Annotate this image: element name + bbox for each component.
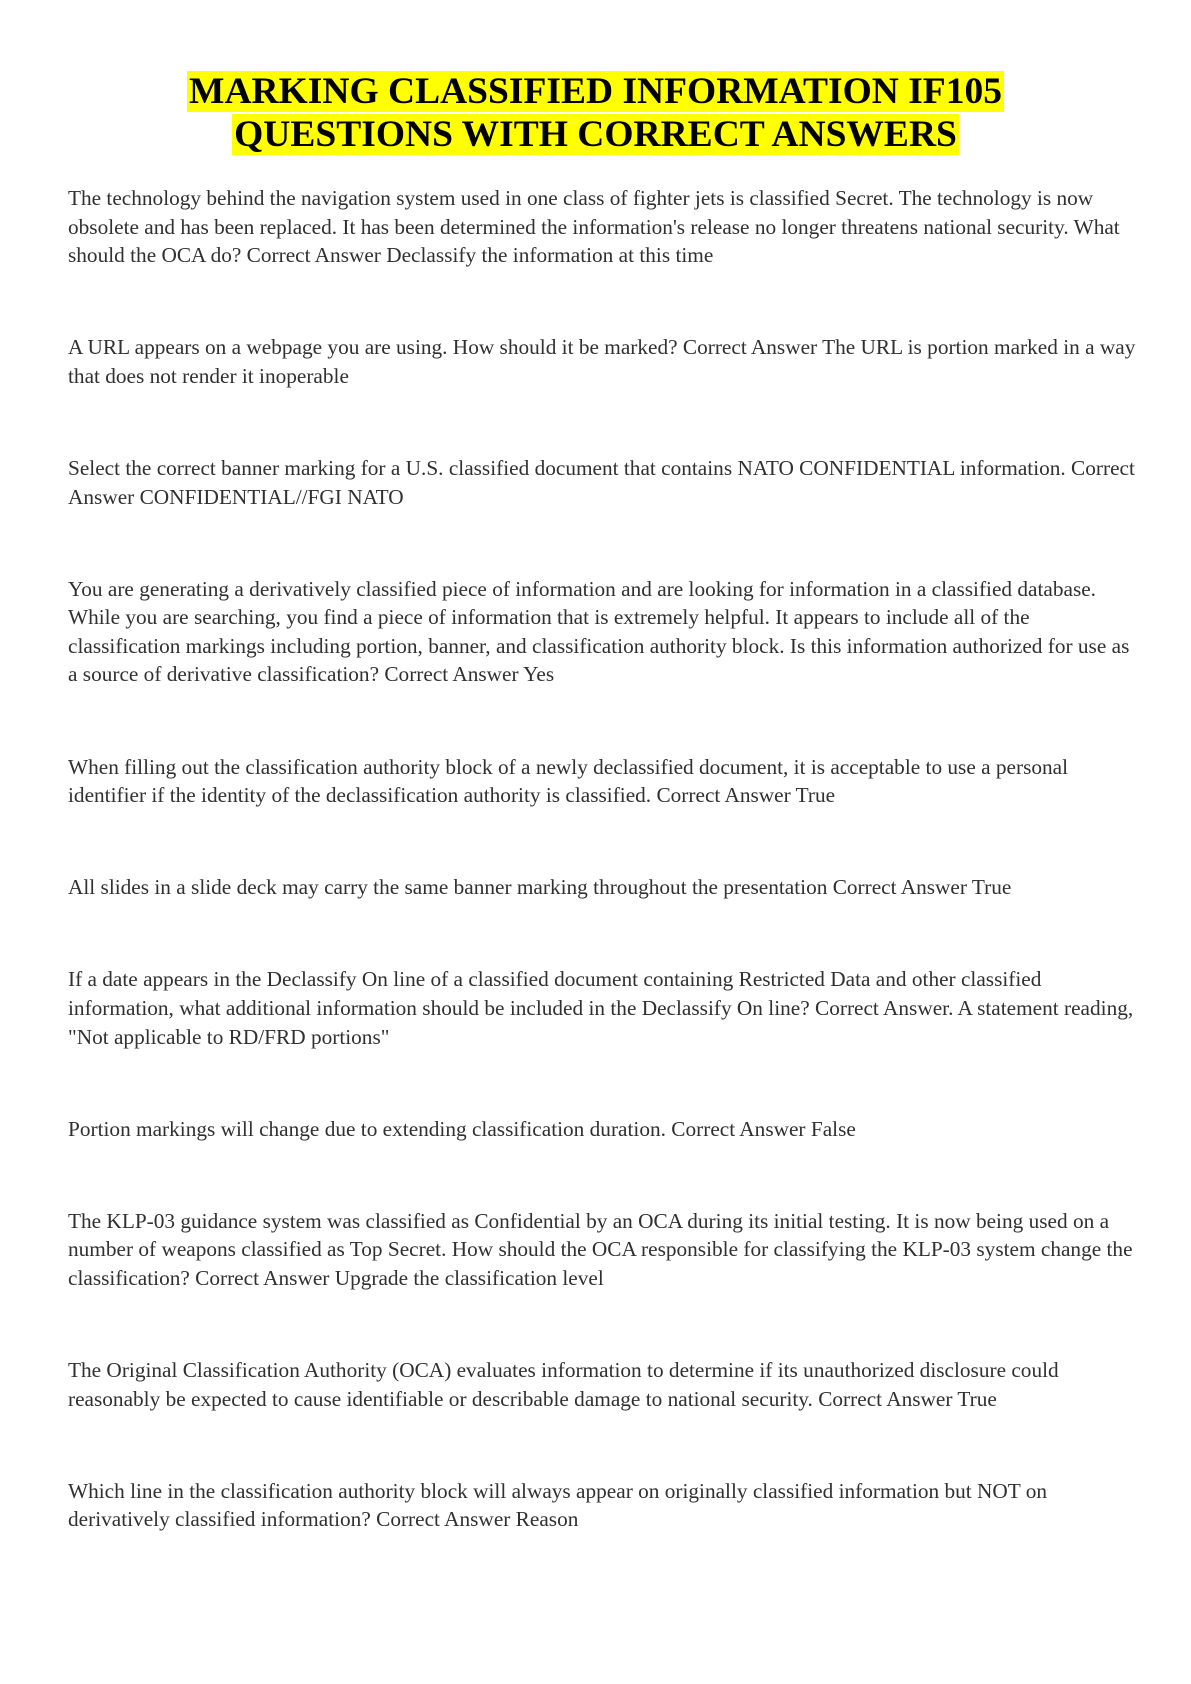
qa-paragraph: A URL appears on a webpage you are using. How should it be marked? Correct Answer The URL is portion marked in a way that does not render it inoperable: [68, 335, 1136, 388]
qa-paragraph: The KLP-03 guidance system was classified as Confidential by an OCA during its initial testing. It is now being used on a number of weapons classified as Top Secret. How should the OCA responsible for classifying the KLP-03 system change the classification? Correct Answer Upgrade the classification level: [68, 1208, 1133, 1290]
qa-paragraph: You are generating a derivatively classified piece of information and are looking for information in a classified database. While you are searching, you find a piece of information that is extremely helpful. It appears to include all of the classification markings including portion, banner, and classification authority block. Is this information authorized for use as a source of derivative classification? Correct Answer Yes: [68, 576, 1130, 687]
qa-paragraph: All slides in a slide deck may carry the same banner marking throughout the presentation Correct Answer True: [68, 875, 1012, 900]
qa-paragraph: When filling out the classification authority block of a newly declassified document, it is acceptable to use a personal identifier if the identity of the declassification authority is classified. Correct Answer True: [68, 754, 1069, 808]
title-line-1: MARKING CLASSIFIED INFORMATION IF105: [189, 71, 1002, 112]
title-line-2: QUESTIONS WITH CORRECT ANSWERS: [234, 114, 957, 155]
qa-paragraph: The Original Classification Authority (OCA) evaluates information to determine if its unauthorized disclosure could reasonably be expected to cause identifiable or describable damage to national security. Correct Answer True: [68, 1357, 1059, 1411]
qa-paragraph: The technology behind the navigation system used in one class of fighter jets is classified Secret. The technology is now obsolete and has been replaced. It has been determined the information's release no longer threatens national security. What should the OCA do? Correct Answer Declassify the information at this time: [68, 186, 1120, 268]
qa-paragraph: Portion markings will change due to extending classification duration. Correct Answer False: [68, 1116, 856, 1141]
qa-paragraph: Which line in the classification authority block will always appear on originally classified information but NOT on derivatively classified information? Correct Answer Reason: [68, 1478, 1048, 1532]
document-title: [60, 70, 1131, 156]
question-answer-list: [68, 184, 1138, 1597]
qa-paragraph: If a date appears in the Declassify On line of a classified document containing Restricted Data and other classified information, what additional information should be included in the Declassify On line? Correct Answer. A statement reading, "Not applicable to RD/FRD portions": [68, 967, 1134, 1049]
qa-paragraph: Select the correct banner marking for a U.S. classified document that contains NATO CONFIDENTIAL information. Correct Answer CONFIDENTIAL//FGI NATO: [68, 455, 1135, 509]
